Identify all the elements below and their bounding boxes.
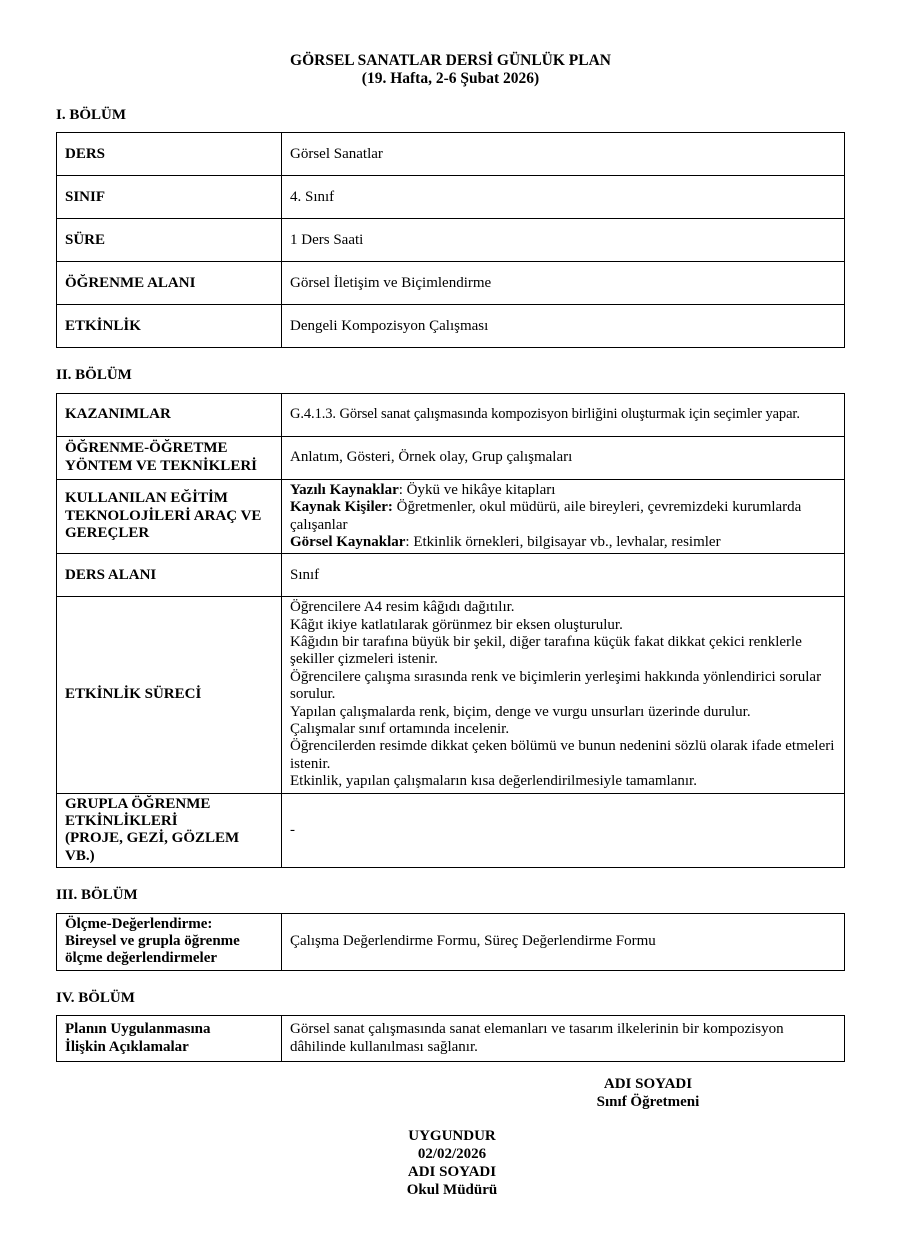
resource-line <box>290 499 836 534</box>
principal-title: Okul Müdürü <box>406 1181 498 1198</box>
label-line: ölçme değerlendirmeler <box>65 950 218 967</box>
section-heading-2: II. BÖLÜM <box>56 367 132 384</box>
label-line: GEREÇLER <box>65 525 150 542</box>
process-step: Öğrencilere çalışma sırasında renk ve biçimlerin yerleşimi hakkında yönlendirici sorular sorulur. <box>290 668 822 703</box>
label-line: Bireysel ve grupla öğrenme <box>65 932 240 949</box>
row-value <box>282 597 845 793</box>
process-step: Etkinlik, yapılan çalışmaların kısa değerlendirilmesiyle tamamlanır. <box>290 773 697 790</box>
row-value: G.4.1.3. Görsel sanat çalışmasında kompozisyon birliğini oluşturmak için seçimler yapar. <box>282 393 845 436</box>
table-row-ders-alani <box>57 554 845 597</box>
row-label <box>57 436 282 479</box>
label-line: YÖNTEM VE TEKNİKLERİ <box>65 457 257 474</box>
label-line: KULLANILAN EĞİTİM <box>65 490 228 507</box>
subtitle-line: (19. Hafta, 2-6 Şubat 2026) <box>361 69 540 87</box>
label-line: ETKİNLİKLERİ <box>65 812 178 829</box>
process-step: Kâğıt ikiye katlatılarak görünmez bir eksen oluşturulur. <box>290 616 623 633</box>
row-label: ETKİNLİK <box>57 305 282 348</box>
row-label <box>57 793 282 868</box>
row-label: DERS <box>57 133 282 176</box>
table-row-kazanimlar <box>57 393 845 436</box>
label-line: ÖĞRENME-ÖĞRETME <box>65 440 228 457</box>
approval-date: 02/02/2026 <box>417 1146 487 1163</box>
teacher-name: ADI SOYADI <box>603 1076 693 1093</box>
label-line: GRUPLA ÖĞRENME <box>65 795 211 812</box>
row-value <box>282 479 845 554</box>
table-row-surec <box>57 597 845 793</box>
table-row <box>57 262 845 305</box>
row-value: 4. Sınıf <box>282 176 845 219</box>
table-row <box>57 305 845 348</box>
teacher-title: Sınıf Öğretmeni <box>596 1093 700 1110</box>
row-label: KAZANIMLAR <box>57 393 282 436</box>
resource-type: Yazılı Kaynaklar <box>290 481 399 498</box>
general-info-table <box>56 132 845 348</box>
row-label <box>57 913 282 970</box>
document-title <box>56 52 845 88</box>
row-value: Görsel Sanatlar <box>282 133 845 176</box>
row-label: DERS ALANI <box>57 554 282 597</box>
row-value: 1 Ders Saati <box>282 219 845 262</box>
process-step: Kâğıdın bir tarafına büyük bir şekil, diğer tarafına küçük fakat dikkat çekici renklerle şekiller çizmeleri istenir. <box>290 634 802 668</box>
process-step: Çalışmalar sınıf ortamında incelenir. <box>290 721 510 738</box>
process-step: Yapılan çalışmalarda renk, biçim, denge ve vurgu unsurları üzerinde durulur. <box>290 703 751 720</box>
row-label: ÖĞRENME ALANI <box>57 262 282 305</box>
row-value: Dengeli Kompozisyon Çalışması <box>282 305 845 348</box>
resource-type: Kaynak Kişiler: <box>290 499 393 516</box>
row-value: Görsel sanat çalışmasında sanat elemanları ve tasarım ilkelerinin bir kompozisyon dâhilinde kullanılması sağlanır. <box>282 1016 845 1062</box>
table-row-araclar <box>57 479 845 554</box>
resource-line <box>290 534 836 551</box>
table-row-yontem <box>57 436 845 479</box>
label-line: TEKNOLOJİLERİ ARAÇ VE <box>65 507 262 524</box>
resource-detail: Öğretmenler, okul müdürü, aile bireyleri, çevremizdeki kurumlarda çalışanlar <box>290 499 802 533</box>
implementation-table <box>56 1015 845 1062</box>
row-value: Anlatım, Gösteri, Örnek olay, Grup çalışmaları <box>282 436 845 479</box>
principal-name: ADI SOYADI <box>407 1163 497 1180</box>
row-value: - <box>282 793 845 868</box>
row-label <box>57 479 282 554</box>
table-row <box>57 219 845 262</box>
process-step: Öğrencilerden resimde dikkat çeken bölümü ve bunun nedenini sözlü olarak ifade etmeleri istenir. <box>290 738 835 772</box>
resource-line <box>290 482 836 499</box>
title-line: GÖRSEL SANATLAR DERSİ GÜNLÜK PLAN <box>290 52 611 69</box>
label-line: Planın Uygulanmasına <box>65 1021 211 1038</box>
assessment-table <box>56 913 845 971</box>
section-heading-1: I. BÖLÜM <box>56 106 127 123</box>
row-label <box>57 1016 282 1062</box>
signature-principal <box>352 1128 552 1199</box>
label-line: İlişkin Açıklamalar <box>65 1038 189 1055</box>
lesson-detail-table <box>56 393 845 868</box>
row-value: Sınıf <box>282 554 845 597</box>
row-value: Çalışma Değerlendirme Formu, Süreç Değerlendirme Formu <box>282 913 845 970</box>
signature-teacher <box>538 1076 758 1111</box>
approval-status: UYGUNDUR <box>408 1128 496 1145</box>
row-value: Görsel İletişim ve Biçimlendirme <box>282 262 845 305</box>
section-heading-4: IV. BÖLÜM <box>56 989 135 1006</box>
table-row <box>57 133 845 176</box>
section-heading-3: III. BÖLÜM <box>56 887 138 904</box>
row-label: SINIF <box>57 176 282 219</box>
row-label: ETKİNLİK SÜRECİ <box>57 597 282 793</box>
resource-detail: : Etkinlik örnekleri, bilgisayar vb., levhalar, resimler <box>405 533 721 550</box>
resource-detail: : Öykü ve hikâye kitapları <box>398 481 556 498</box>
table-row-grupla <box>57 793 845 868</box>
table-row <box>57 176 845 219</box>
label-line: Ölçme-Değerlendirme: <box>65 915 213 932</box>
resource-type: Görsel Kaynaklar <box>290 533 406 550</box>
table-row-uygulama <box>57 1016 845 1062</box>
label-line: (PROJE, GEZİ, GÖZLEM <box>65 830 240 847</box>
label-line: VB.) <box>65 847 95 864</box>
process-step: Öğrencilere A4 resim kâğıdı dağıtılır. <box>290 599 515 616</box>
row-label: SÜRE <box>57 219 282 262</box>
table-row-olcme <box>57 913 845 970</box>
